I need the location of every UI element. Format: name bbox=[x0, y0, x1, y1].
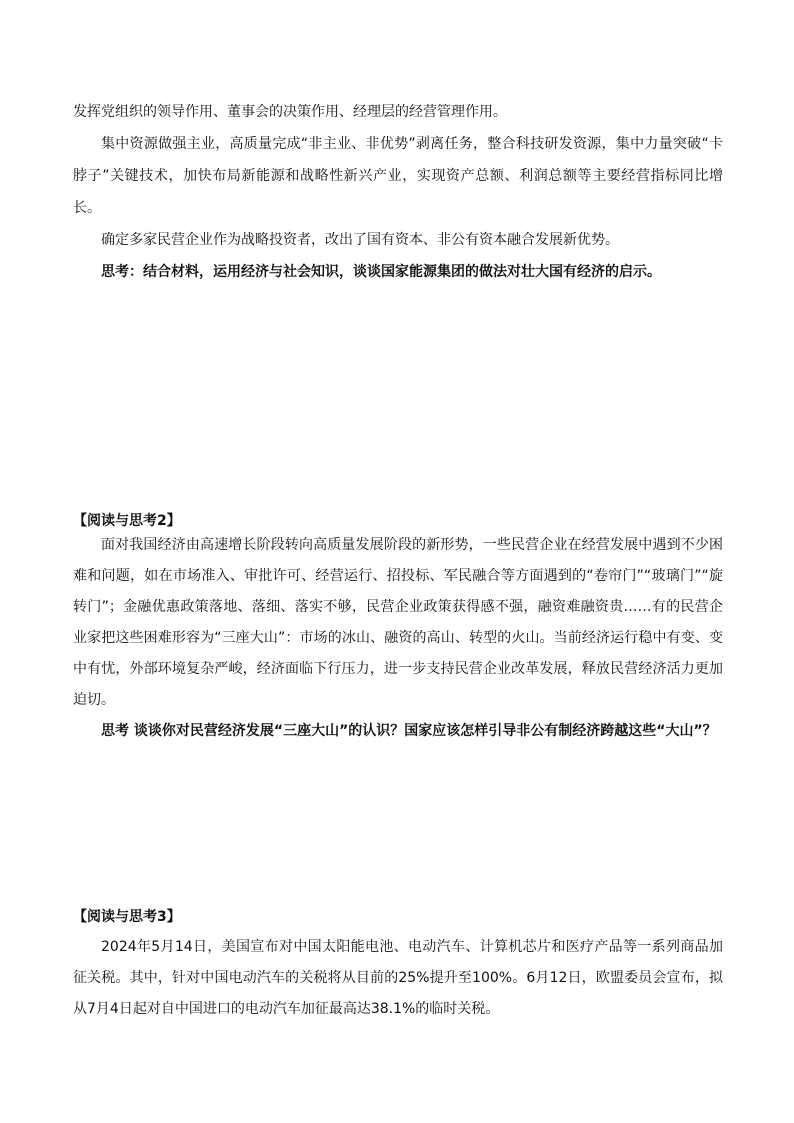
question-2: 思考 谈谈你对民营经济发展“三座大山”的认识？国家应该怎样引导非公有制经济跨越这些“大山”？ bbox=[101, 723, 717, 739]
paragraph-strategic-investors: 确定多家民营企业作为战略投资者，改出了国有资本、非公有资本融合发展新优势。 bbox=[101, 232, 619, 248]
question-1: 思考：结合材料，运用经济与社会知识，谈谈国家能源集团的做法对壮大国有经济的启示。 bbox=[101, 264, 661, 280]
paragraph-leadership: 发挥党组织的领导作用、董事会的决策作用、经理层的经营管理作用。 bbox=[73, 104, 507, 120]
section-heading-2: 【阅读与思考2】 bbox=[73, 513, 181, 529]
paragraph-strengthen-main-business: 集中资源做强主业，高质量完成“非主业、非优势”剥离任务，整合科技研发资源，集中力量突破“卡脖子”关键技术，加快布局新能源和战略性新兴产业，实现资产总额、利润总额等主要经营指标同比增长。 bbox=[73, 136, 723, 216]
section-heading-3: 【阅读与思考3】 bbox=[73, 909, 181, 925]
paragraph-tariffs: 2024年5月14日，美国宣布对中国太阳能电池、电动汽车、计算机芯片和医疗产品等一系列商品加征关税。其中，针对中国电动汽车的关税将从目前的25%提升至100%。6月12日，欧盟委员会宣布，拟从7月4日起对自中国进口的电动汽车加征最高达38.1%的临时关税。 bbox=[73, 939, 723, 1017]
paragraph-private-economy: 面对我国经济由高速增长阶段转向高质量发展阶段的新形势，一些民营企业在经营发展中遇到不少困难和问题，如在市场准入、审批许可、经营运行、招投标、军民融合等方面遇到的“卷帘门”“玻璃门”“旋转门”；金融优惠政策落地、落细、落实不够，民营企业政策获得感不强，融资难融资贵……有的民营企业家把这些困难形容为“三座大山”：市场的冰山、融资的高山、转型的火山。当前经济运行稳中有变、变中有忧，外部环境复杂严峻，经济面临下行压力，进一步支持民营企业改革发展，释放民营经济活力更加迫切。 bbox=[73, 537, 723, 708]
